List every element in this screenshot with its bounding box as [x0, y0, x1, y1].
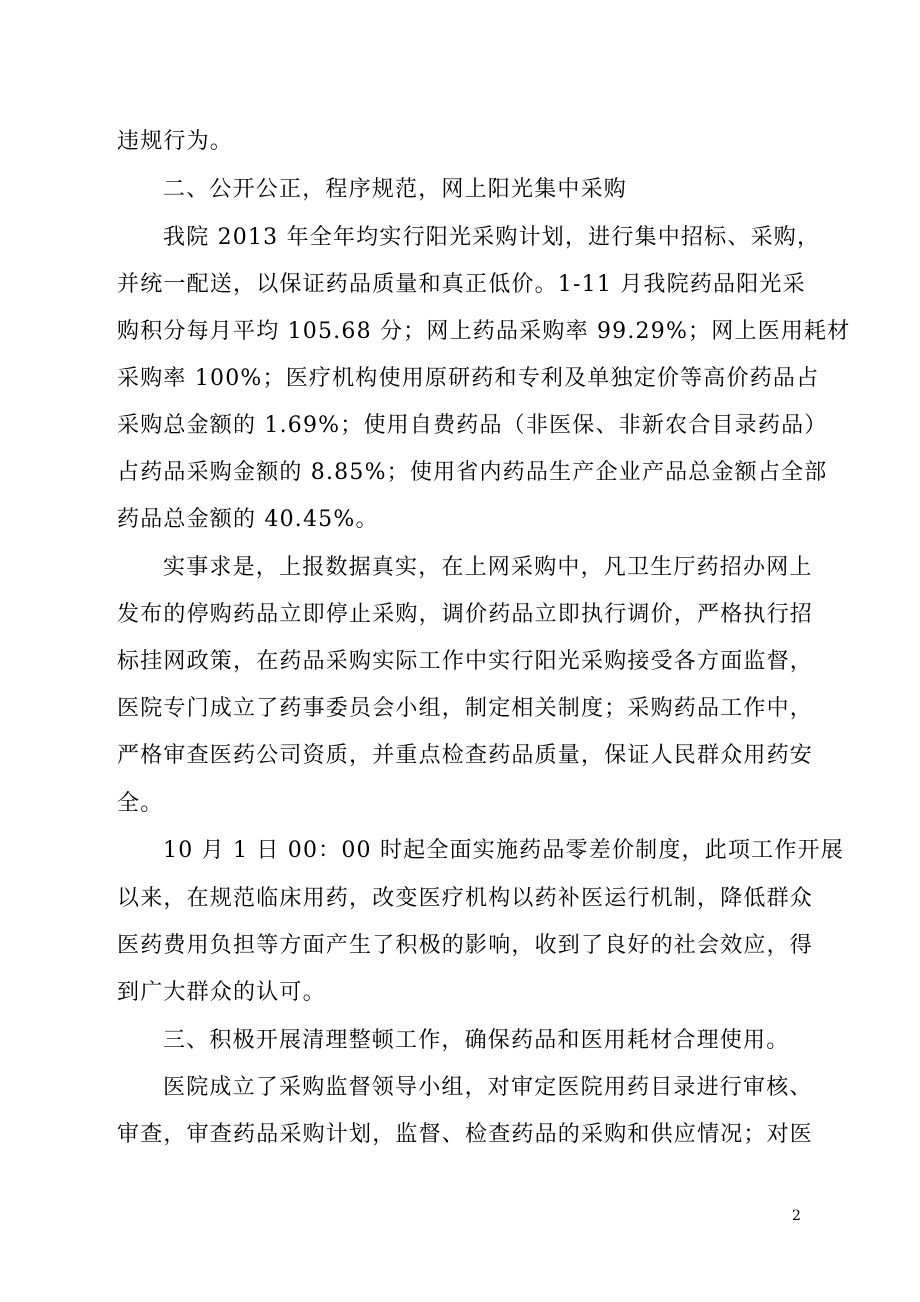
text-line-11: 发布的停购药品立即停止采购，调价药品立即执行调价，严格执行招: [117, 602, 814, 627]
text-line-19: 到广大群众的认可。: [117, 980, 326, 1005]
text-line-13: 医院专门成立了药事委员会小组，制定相关制度；采购药品工作中，: [117, 696, 814, 721]
page-number: 2: [792, 1208, 801, 1224]
text-line-15: 全。: [117, 791, 164, 816]
text-line-9: 药品总金额的 40.45%。: [117, 507, 379, 532]
text-line-18: 医药费用负担等方面产生了积极的影响，收到了良好的社会效应，得: [117, 933, 814, 958]
section-heading-2: 二、公开公正，程序规范，网上阳光集中采购: [163, 177, 628, 202]
section-heading-3: 三、积极开展清理整顿工作，确保药品和医用耗材合理使用。: [163, 1028, 790, 1053]
text-line-12: 标挂网政策，在药品采购实际工作中实行阳光采购接受各方面监督，: [117, 649, 814, 674]
text-line-14: 严格审查医药公司资质，并重点检查药品质量，保证人民群众用药安: [117, 743, 814, 768]
text-line-16: 10 月 1 日 00：00 时起全面实施药品零差价制度，此项工作开展: [163, 838, 844, 863]
text-line-6: 采购率 100%；医疗机构使用原研药和专利及单独定价等高价药品占: [117, 366, 820, 391]
text-line-21: 医院成立了采购监督领导小组，对审定医院用药目录进行审核、: [163, 1075, 813, 1100]
text-line-8: 占药品采购金额的 8.85%；使用省内药品生产企业产品总金额占全部: [117, 460, 828, 485]
text-line-7: 采购总金额的 1.69%；使用自费药品（非医保、非新农合目录药品）: [117, 413, 828, 438]
text-line-5: 购积分每月平均 105.68 分；网上药品采购率 99.29%；网上医用耗材: [117, 319, 851, 344]
text-line-3: 我院 2013 年全年均实行阳光采购计划，进行集中招标、采购，: [163, 225, 821, 250]
text-line-10: 实事求是，上报数据真实，在上网采购中，凡卫生厅药招办网上: [163, 555, 813, 580]
text-line-17: 以来，在规范临床用药，改变医疗机构以药补医运行机制，降低群众: [117, 886, 814, 911]
text-line-4: 并统一配送，以保证药品质量和真正低价。1-11 月我院药品阳光采: [117, 272, 806, 297]
text-line-1: 违规行为。: [117, 129, 234, 154]
text-line-22: 审查，审查药品采购计划，监督、检查药品的采购和供应情况；对医: [117, 1122, 814, 1147]
